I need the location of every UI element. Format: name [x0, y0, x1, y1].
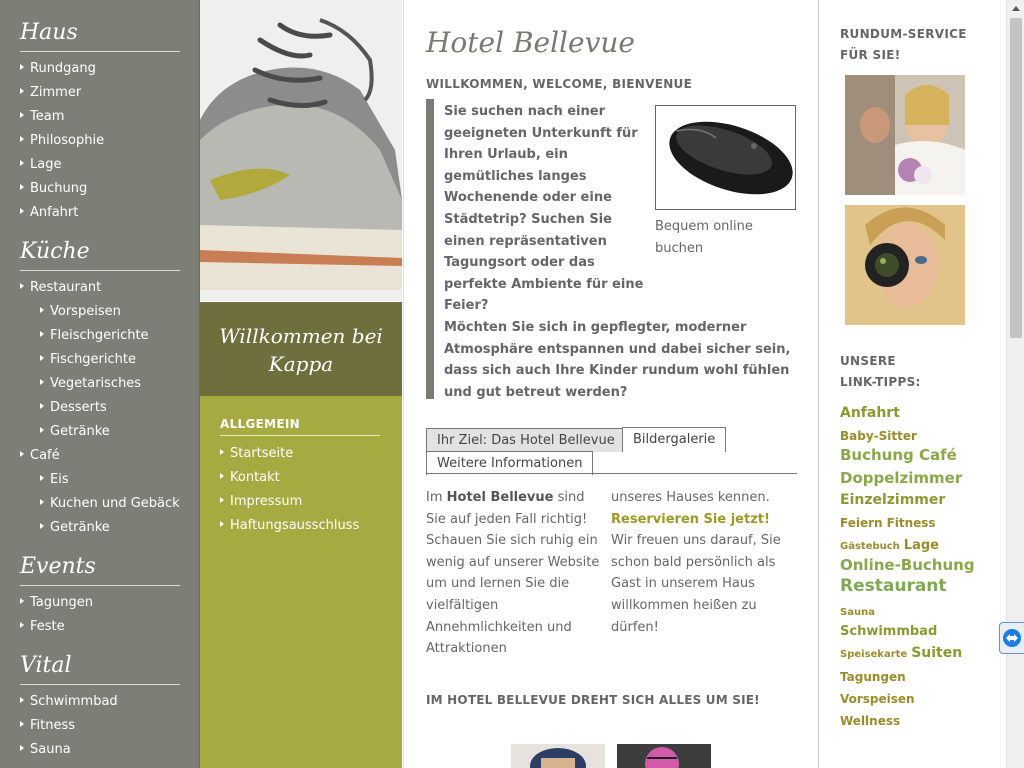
nav-section-divider	[20, 585, 180, 586]
general-nav-item[interactable]	[220, 470, 280, 485]
arrow-right-icon	[40, 499, 44, 505]
arrow-right-icon	[40, 379, 44, 385]
arrow-right-icon	[20, 184, 24, 190]
arrow-right-icon	[20, 622, 24, 628]
arrow-right-icon	[20, 64, 24, 70]
nav-item[interactable]	[20, 205, 78, 220]
nav-item-label: Lage	[30, 157, 62, 172]
tab-divider	[426, 473, 797, 474]
arrow-right-icon	[40, 475, 44, 481]
nav-item[interactable]	[40, 472, 69, 487]
nav-item-label: Sauna	[30, 742, 71, 757]
tag-row	[840, 620, 937, 639]
tag-link[interactable]: Baby-Sitter	[840, 429, 917, 443]
nav-item-label: Schwimmbad	[30, 694, 118, 709]
tag-row	[840, 555, 975, 574]
nav-item-label: Tagungen	[30, 595, 93, 610]
general-nav-divider	[220, 435, 380, 436]
arrow-right-icon	[20, 88, 24, 94]
nav-item-label: Team	[30, 109, 65, 124]
nav-item[interactable]	[40, 400, 107, 415]
col2-text-end: Wir freuen uns darauf, Sie schon bald persönlich als Gast in unserem Haus willkommen heißen zu dürfen!	[611, 533, 781, 635]
col1-text-start: Im	[426, 490, 447, 505]
tab-bildergalerie[interactable]: Bildergalerie	[622, 427, 726, 452]
nav-item[interactable]	[20, 133, 104, 148]
tag-link[interactable]: Gästebuch	[840, 541, 900, 552]
links-heading-line-1: UNSERE	[840, 354, 896, 368]
nav-item-label: Zimmer	[30, 85, 82, 100]
arrow-right-icon	[220, 497, 224, 503]
hotel-name-bold: Hotel Bellevue	[446, 490, 554, 505]
arrow-right-icon	[40, 331, 44, 337]
links-heading-line-2: LINK-TIPPS:	[840, 375, 921, 389]
arrow-right-icon	[20, 112, 24, 118]
nav-item-label: Philosophie	[30, 133, 105, 148]
nav-item-label: Fischgerichte	[50, 352, 136, 367]
nav-item[interactable]	[20, 109, 64, 124]
tag-row	[840, 512, 936, 531]
computer-mouse-image[interactable]	[655, 105, 796, 210]
general-nav-label: Startseite	[230, 446, 294, 461]
nav-item-label: Vegetarisches	[50, 376, 142, 391]
arrow-right-icon	[20, 451, 24, 457]
nav-item-label: Fitness	[30, 718, 76, 733]
woman-camera-photo[interactable]	[845, 205, 965, 325]
nav-item[interactable]	[20, 61, 96, 76]
tag-link[interactable]: Wellness	[840, 714, 901, 728]
scroll-up-arrow-icon[interactable]	[1012, 6, 1020, 11]
tag-row	[840, 468, 962, 487]
tab-hotel-bellevue[interactable]: Ihr Ziel: Das Hotel Bellevue	[426, 428, 626, 452]
tag-link[interactable]: Buchung Café	[840, 446, 957, 464]
nav-item[interactable]	[20, 742, 71, 757]
ball-photo-thumbnail[interactable]	[617, 744, 711, 768]
arrow-right-icon	[20, 697, 24, 703]
nav-item[interactable]	[20, 85, 81, 100]
image-caption: Bequem online buchen	[655, 219, 753, 256]
intro-paragraph-1: Sie suchen nach einer geeigneten Unterkunft für Ihren Urlaub, ein gemütliches langes Wochenende oder eine Städtetrip? Suchen Sie einen repräsentativen Tagungsort oder das perfekte Ambiente für eine Feier?	[444, 104, 644, 314]
nav-item[interactable]	[40, 352, 136, 367]
nav-item[interactable]	[20, 280, 101, 295]
nav-section-divider	[20, 684, 180, 685]
arrow-right-icon	[220, 473, 224, 479]
right-sidebar	[820, 0, 1006, 768]
nav-item-label: Anfahrt	[30, 205, 79, 220]
nav-item-label: Café	[30, 448, 60, 463]
welcome-banner	[200, 301, 402, 396]
nav-section-title: Vital	[20, 653, 72, 678]
page-title: Hotel Bellevue	[426, 26, 636, 59]
col1-text-end: sind Sie auf jeden Fall richtig! Schauen Sie sich ruhig ein wenig auf unserer Website um und lernen Sie die vielfältigen Annehmlichkeiten und Attraktionen	[426, 490, 600, 657]
arrow-right-icon	[40, 427, 44, 433]
col2-text-start: unseres Hauses kennen.	[611, 490, 770, 505]
arrow-right-icon	[20, 283, 24, 289]
nav-section-divider	[20, 270, 180, 271]
tag-row	[840, 600, 875, 619]
links-heading	[840, 351, 921, 393]
tag-link[interactable]: Fitness	[886, 516, 936, 530]
tag-link[interactable]: Schwimmbad	[840, 624, 938, 639]
arrow-right-icon	[20, 721, 24, 727]
arrow-right-icon	[40, 355, 44, 361]
arrow-right-icon	[20, 136, 24, 142]
nav-item[interactable]	[20, 619, 65, 634]
tag-row	[840, 489, 945, 508]
nav-item-label: Desserts	[50, 400, 107, 415]
nav-item[interactable]	[20, 595, 93, 610]
general-nav-label: Impressum	[230, 494, 303, 509]
general-nav-label: Kontakt	[230, 470, 280, 485]
content-column-1	[426, 487, 601, 660]
nav-item-label: Feste	[30, 619, 65, 634]
tag-link[interactable]: Suiten	[911, 645, 963, 661]
tag-row	[840, 534, 939, 553]
tag-link[interactable]: Lage	[903, 538, 939, 553]
general-nav-title: ALLGEMEIN	[220, 417, 300, 431]
guest-photo-thumbnail[interactable]	[511, 744, 605, 768]
tag-link[interactable]: Online-Buchung	[840, 556, 975, 574]
nav-section-title: Küche	[20, 239, 90, 264]
tag-link[interactable]: Restaurant	[840, 576, 947, 596]
nav-item[interactable]	[20, 694, 118, 709]
tag-row	[840, 642, 962, 661]
general-nav-item[interactable]	[220, 494, 302, 509]
scrollbar-thumb[interactable]	[1010, 18, 1022, 338]
arrow-right-icon	[40, 523, 44, 529]
bottom-heading: IM HOTEL BELLEVUE DREHT SICH ALLES UM SIE!	[426, 693, 760, 707]
arrow-right-icon	[220, 449, 224, 455]
welcome-text: Willkommen bei Kappa	[219, 324, 383, 376]
nav-item-label: Buchung	[30, 181, 88, 196]
nav-section-title: Haus	[20, 20, 78, 45]
tag-link[interactable]: Feiern	[840, 516, 883, 530]
general-nav-label: Haftungsausschluss	[230, 518, 360, 533]
nav-item[interactable]	[40, 328, 149, 343]
nav-item-label: Rundgang	[30, 61, 96, 76]
arrow-right-icon	[40, 307, 44, 313]
tag-link[interactable]: Tagungen	[840, 670, 906, 684]
tag-row	[840, 425, 917, 444]
nav-item[interactable]	[40, 376, 141, 391]
intro-paragraph-2: Möchten Sie sich in gepflegter, moderner Atmosphäre entspannen und dabei sicher sein, dass sich auch Ihre Kinder rundum wohl fühlen und gut betreut werden?	[444, 320, 791, 400]
nav-item-label: Vorspeisen	[50, 304, 121, 319]
arrow-right-icon	[20, 598, 24, 604]
tag-link[interactable]: Anfahrt	[840, 405, 900, 421]
tag-row	[840, 445, 957, 464]
tag-link[interactable]: Doppelzimmer	[840, 469, 963, 487]
nav-section-title: Events	[20, 554, 96, 579]
arrow-right-icon	[40, 403, 44, 409]
nav-item[interactable]	[20, 157, 61, 172]
wedding-photo[interactable]	[845, 75, 965, 195]
tag-link[interactable]: Sauna	[840, 607, 875, 618]
tag-link[interactable]: Einzelzimmer	[840, 492, 946, 508]
tag-row	[840, 576, 947, 596]
arrow-right-icon	[20, 160, 24, 166]
nav-item[interactable]	[40, 496, 180, 511]
nav-item-label: Fleischgerichte	[50, 328, 149, 343]
tag-row	[840, 402, 900, 421]
service-heading-line-1: RUNDUM-SERVICE	[840, 27, 967, 41]
nav-section-divider	[20, 51, 180, 52]
content-column-2	[611, 487, 786, 638]
service-heading	[840, 24, 967, 66]
nav-item[interactable]	[20, 181, 87, 196]
arrow-right-icon	[20, 208, 24, 214]
tag-link[interactable]: Speisekarte	[840, 649, 908, 660]
nav-item-label: Getränke	[50, 424, 110, 439]
nav-item-label: Restaurant	[30, 280, 102, 295]
sneaker-photo	[200, 0, 402, 301]
nav-item[interactable]	[40, 304, 121, 319]
tag-row	[840, 710, 900, 729]
tab-weitere-informationen[interactable]: Weitere Informationen	[426, 451, 593, 475]
main-content	[403, 0, 819, 768]
reserve-now-link[interactable]: Reservieren Sie jetzt!	[611, 511, 770, 527]
nav-item-label: Getränke	[50, 520, 110, 535]
welcome-heading: WILLKOMMEN, WELCOME, BIENVENUE	[426, 77, 693, 91]
tag-row	[840, 688, 915, 707]
nav-item[interactable]	[40, 520, 110, 535]
nav-item-label: Eis	[50, 472, 69, 487]
general-nav-item[interactable]	[220, 446, 293, 461]
arrow-right-icon	[20, 745, 24, 751]
left-navigation	[0, 0, 199, 768]
tag-row	[840, 666, 906, 685]
banner-column	[199, 0, 402, 768]
nav-item-label: Kuchen und Gebäck	[50, 496, 180, 511]
general-nav-item[interactable]	[220, 518, 359, 533]
arrow-right-icon	[220, 521, 224, 527]
nav-item[interactable]	[20, 718, 75, 733]
remote-support-widget-icon[interactable]	[999, 622, 1024, 654]
tag-link[interactable]: Vorspeisen	[840, 692, 915, 706]
nav-item[interactable]	[20, 448, 60, 463]
nav-item[interactable]	[40, 424, 110, 439]
service-heading-line-2: FÜR SIE!	[840, 48, 901, 62]
